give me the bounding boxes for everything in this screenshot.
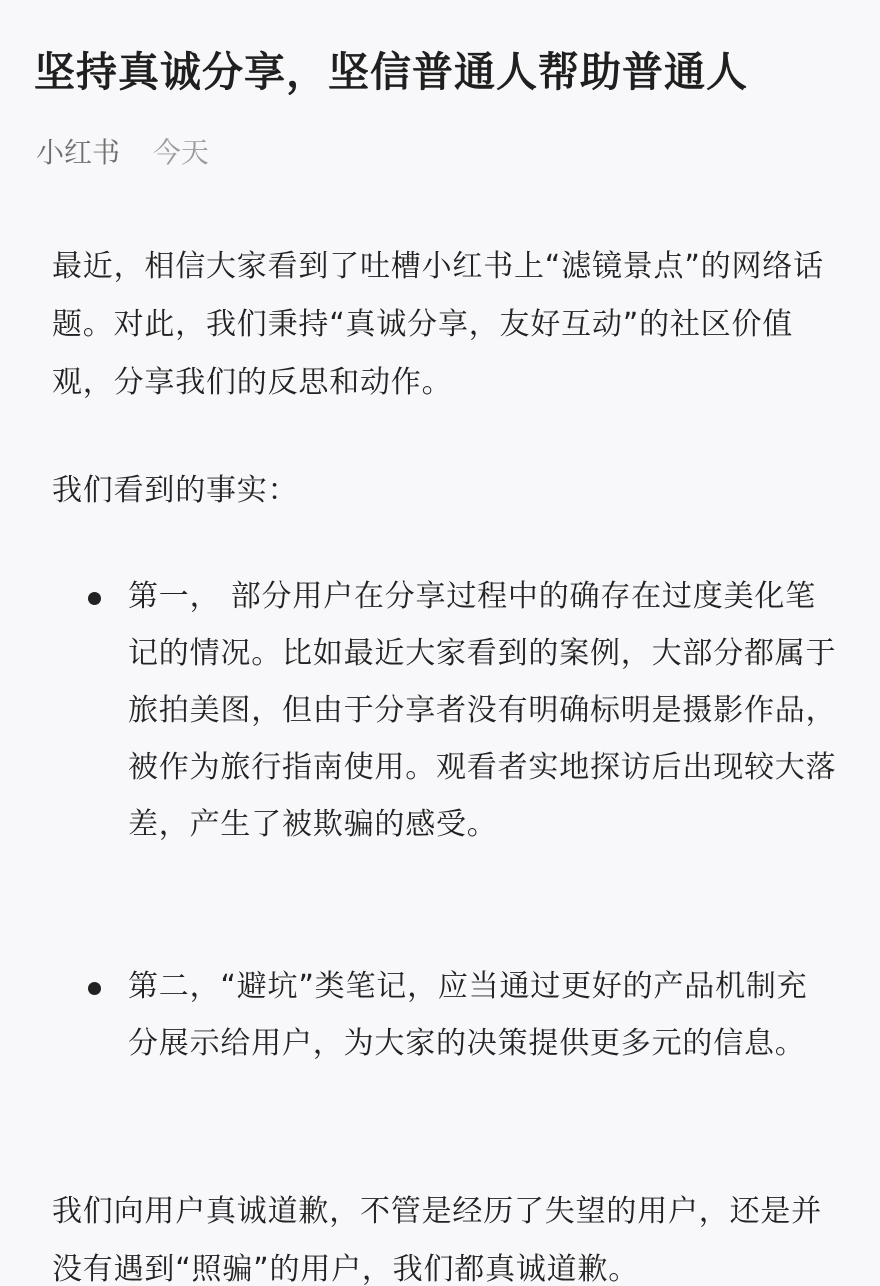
facts-heading: 我们看到的事实： xyxy=(52,473,299,508)
article-title: 坚持真诚分享，坚信普通人帮助普通人 xyxy=(34,48,748,96)
publish-date: 今天 xyxy=(152,136,209,169)
bullet-text: 第二，“避坑”类笔记，应当通过更好的产品机制充分展示给用户，为大家的决策提供更多元的信息。 xyxy=(128,969,808,1061)
bullet-dot-icon xyxy=(88,592,101,605)
bullet-text: 第一， 部分用户在分享过程中的确存在过度美化笔记的情况。比如最近大家看到的案例，大部分都属于旅拍美图，但由于分享者没有明确标明是摄影作品，被作为旅行指南使用。观看者实地探访后出现较大落差，产生了被欺骗的感受。 xyxy=(128,579,837,842)
intro-paragraph: 最近，相信大家看到了吐槽小红书上“滤镜景点”的网络话题。对此，我们秉持“真诚分享，友好互动”的社区价值观，分享我们的反思和动作。 xyxy=(52,249,824,400)
source-name: 小红书 xyxy=(36,136,121,169)
apology-paragraph: 我们向用户真诚道歉，不管是经历了失望的用户，还是并没有遇到“照骗”的用户，我们都真诚道歉。 xyxy=(52,1194,822,1286)
bullet-dot-icon xyxy=(88,982,101,995)
